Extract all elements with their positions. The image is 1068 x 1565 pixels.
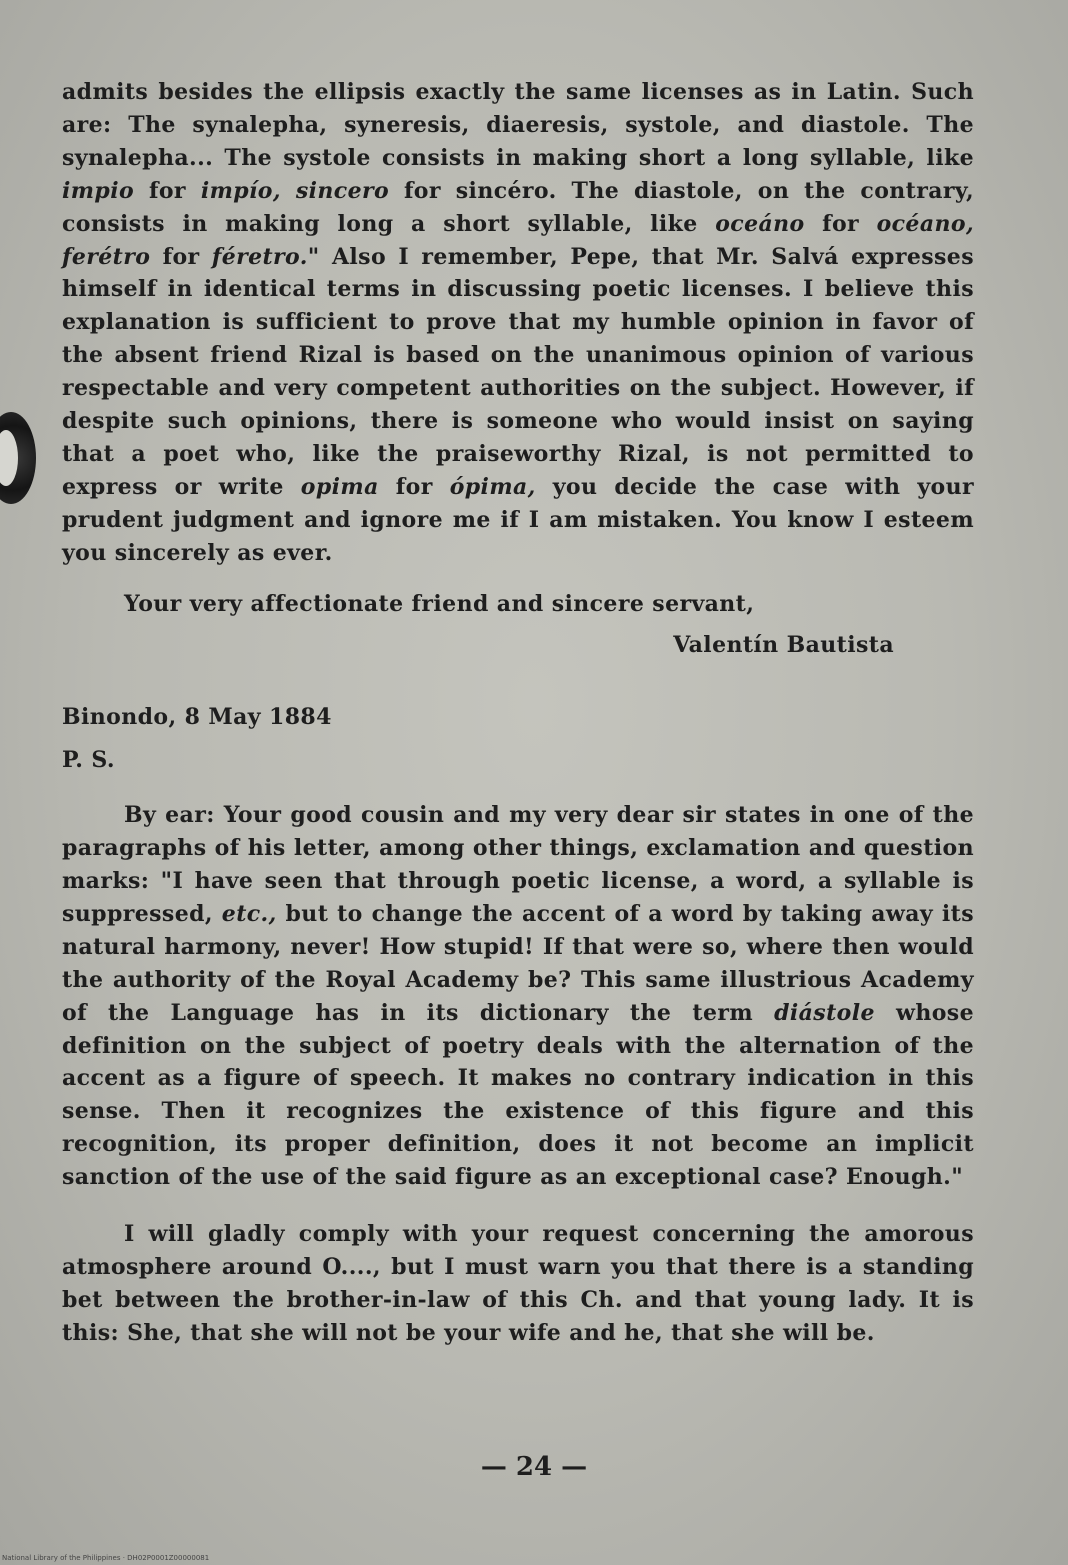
- italic-run: océano, ferétro: [62, 210, 975, 270]
- text-run: admits besides the ellipsis exactly the same licenses as in Latin. Such are: The synalepha, syneresis, diaeresis, systole, and diastole. The synalepha... The systole consists in making short a long syllable, like: [62, 79, 974, 171]
- text-run: " Also I remember, Pepe, that Mr. Salvá expresses himself in identical terms in discussing poetic licenses. I believe this explanation is sufficient to prove that my humble opinion in favor of the absent friend Rizal is based on the unanimous opinion of various respectable and very competent authorities on the subject. However, if despite such opinions, there is someone who would insist on saying that a poet who, like the praiseworthy Rizal, is not permitted to express or write: [62, 243, 974, 500]
- postscript-label: P. S.: [62, 747, 115, 774]
- page-number: — 24 —: [480, 1452, 588, 1482]
- text-run: whose definition on the subject of poetry deals with the alternation of the accent as a figure of speech. It makes no contrary indication in this sense. Then it recognizes the existence of this figure and this recognition, its proper definition, does it not become an implicit sanction of the use of the said figure as an exceptional case? Enough.": [62, 999, 974, 1191]
- italic-run: opima: [300, 473, 379, 500]
- signature: Valentín Bautista: [673, 631, 894, 658]
- text-run: By ear: Your good cousin and my very dear sir states in one of the paragraphs of his letter, among other things, exclamation and question marks: "I have seen that through poetic license, a word, a syllable is suppressed,: [62, 802, 974, 927]
- italic-run: impío, sincero: [200, 177, 390, 204]
- italic-run: etc.,: [221, 900, 277, 927]
- text-run: for: [150, 243, 212, 270]
- letter-text: [62, 76, 974, 1350]
- paragraph-continuation: [62, 76, 974, 570]
- text-run: you decide the case with your prudent judgment and ignore me if I am mistaken. You know I esteem you sincerely as ever.: [62, 473, 975, 566]
- italic-run: ópima,: [449, 473, 536, 500]
- text-run: for: [804, 210, 877, 237]
- text-run: but to change the accent of a word by taking away its natural harmony, never! How stupid! If that were so, where then would the authority of the Royal Academy be? This same illustrious Academy of the Language has in its dictionary the term: [62, 900, 974, 1026]
- text-run: for: [134, 177, 201, 204]
- final-paragraph: I will gladly comply with your request concerning the amorous atmosphere around O...., but I must warn you that there is a standing bet between the brother-in-law of this Ch. and that young lady. It is this: She, that she will not be your wife and he, that she will be.: [62, 1221, 974, 1346]
- postscript-paragraph: [62, 799, 974, 1194]
- italic-run: féretro.: [211, 243, 308, 270]
- footer-credit: National Library of the Philippines · DH02P0001Z00000081: [2, 1554, 210, 1562]
- italic-run: impio: [62, 177, 135, 204]
- dateline: Binondo, 8 May 1884: [62, 704, 332, 731]
- text-run: for: [378, 473, 450, 500]
- closing-line: Your very affectionate friend and sincere servant,: [124, 590, 755, 617]
- text-run: for sincéro. The diastole, on the contrary, consists in making long a short syllable, like: [62, 177, 974, 237]
- italic-run: diástole: [774, 999, 875, 1026]
- italic-run: oceáno: [715, 210, 805, 237]
